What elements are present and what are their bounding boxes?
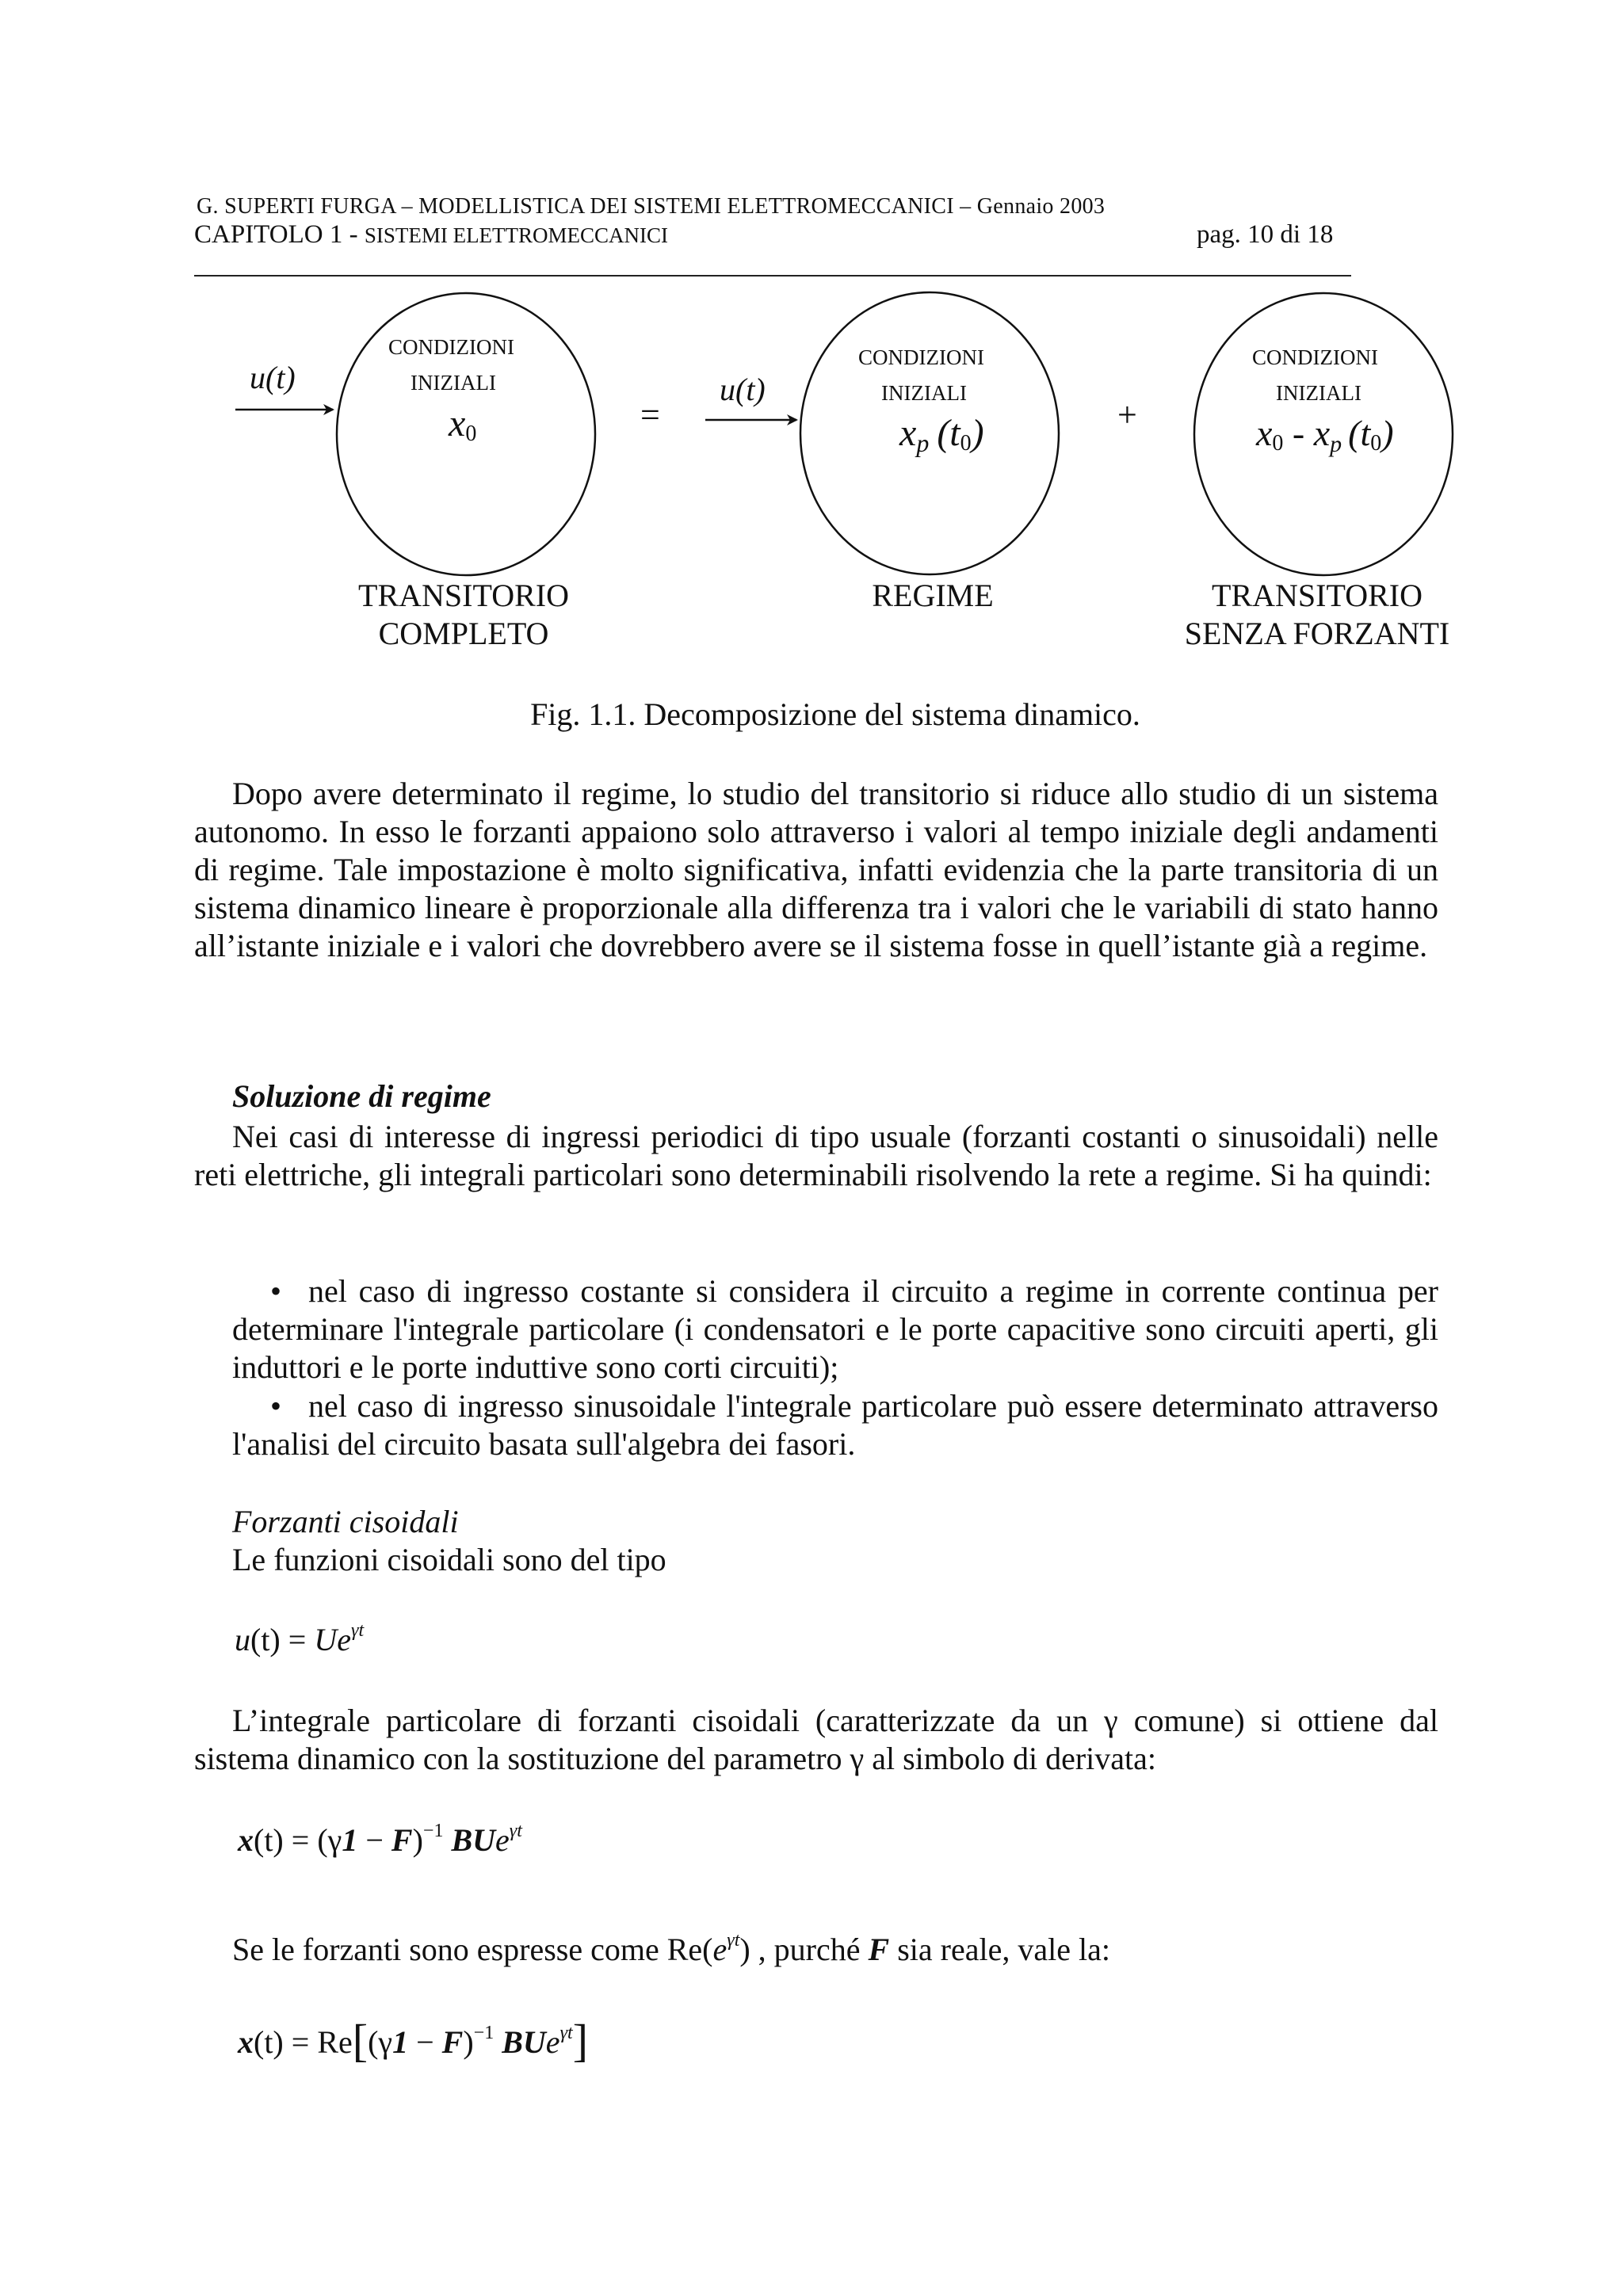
bullet-item-2-text: nel caso di ingresso sinusoidale l'integrale particolare può essere determinato attraverso l'analisi del circuito basata sull'algebra dei fasori.	[232, 1388, 1438, 1462]
circle-regime	[800, 292, 1059, 574]
circle3-cond-line1: CONDIZIONI	[1252, 345, 1378, 369]
circle3-state: x0 - xp (t0)	[1256, 413, 1394, 457]
circle1-cond-line1: CONDIZIONI	[388, 335, 514, 359]
label-transitorio-senza-forzanti-1: TRANSITORIO	[1212, 578, 1423, 613]
equation-real-part: $x(t) = Re[(\gamma 1 - F)^{-1}$ BUe$^{\gamma t}$]	[238, 2015, 589, 2066]
chapter-number: CAPITOLO 1 -	[194, 220, 365, 249]
paragraph-cisoidali	[194, 1702, 1438, 1778]
paragraph-regime-text: Nei casi di interesse di ingressi periodici di tipo usuale (forzanti costanti o sinusoidali) nelle reti elettriche, gli integrali particolari sono determinabili risolvendo la rete a regime. Si ha quindi:	[194, 1119, 1438, 1192]
bullet-dot-icon: •	[270, 1388, 282, 1424]
circle1-cond-line2: INIZIALI	[411, 371, 496, 395]
paragraph-decomposition	[194, 775, 1438, 965]
circle2-cond-line2: INIZIALI	[881, 381, 967, 405]
label-transitorio-senza-forzanti-2: SENZA FORZANTI	[1184, 616, 1450, 651]
paragraph-cisoidali-text: L’integrale particolare di forzanti cisoidali (caratterizzate da un γ comune) si ottiene dal sistema dinamico con la sostituzione del parametro γ al simbolo di derivata:	[194, 1703, 1438, 1776]
figure-caption: Fig. 1.1. Decomposizione del sistema dinamico.	[530, 696, 1140, 732]
circle1-state: x0	[449, 402, 477, 446]
page-number: pag. 10 di 18	[1197, 220, 1334, 249]
circle3-cond-line2: INIZIALI	[1276, 381, 1361, 405]
equation-cisoid: $u(t) = Ue^{\gamma t}$	[235, 1620, 365, 1657]
running-header: G. SUPERTI FURGA – MODELLISTICA DEI SISTEMI ELETTROMECCANICI – Gennaio 2003	[197, 194, 1106, 219]
label-regime: REGIME	[872, 578, 994, 613]
section-heading: Soluzione di regime	[232, 1078, 491, 1114]
equation-particular-integral: $x(t) = (\gamma 1 - F)^{-1}$ BUe$^{\gamma t}$	[238, 1821, 522, 1858]
label-transitorio-completo-1: TRANSITORIO	[358, 578, 569, 613]
label-transitorio-completo-2: COMPLETO	[378, 616, 549, 651]
line-real-part: Se le forzanti sono espresse come $Re(e^{\gamma t})$ , purché F sia reale, vale la:	[232, 1930, 1110, 1967]
decomposition-figure	[0, 0, 1623, 697]
chapter-title: SISTEMI ELETTROMECCANICI	[364, 223, 669, 247]
bullet-dot-icon: •	[270, 1273, 282, 1309]
paragraph-decomposition-text: Dopo avere determinato il regime, lo studio del transitorio si riduce allo studio di un sistema autonomo. In esso le forzanti appaiono solo attraverso i valori al tempo iniziale degli andamenti di regime. Tale impostazione è molto significativa, infatti evidenzia che la parte transitoria di un sistema dinamico lineare è proporzionale alla differenza tra i valori che le variabili di stato hanno all’istante iniziale e i valori che dovrebbero avere se il sistema fosse in quell’istante già a regime.	[194, 776, 1438, 963]
equals-sign: =	[640, 395, 660, 434]
bullet-item-2	[232, 1387, 1438, 1463]
paragraph-regime	[194, 1118, 1438, 1194]
bullet-item-1-text: nel caso di ingresso costante si considera il circuito a regime in corrente continua per determinare l'integrale particolare (i condensatori e le porte capacitive sono circuiti aperti, gli induttori e le porte induttive sono corti circuiti);	[232, 1273, 1438, 1385]
input-label-1: u(t)	[250, 360, 296, 395]
bullet-item-1	[232, 1272, 1438, 1386]
subheading-cisoidali: Forzanti cisoidali	[232, 1504, 459, 1539]
circle2-state: xp (t0)	[899, 412, 984, 457]
line-funzioni-cisoidali: Le funzioni cisoidali sono del tipo	[232, 1542, 666, 1577]
plus-sign: +	[1117, 395, 1137, 434]
input-label-2: u(t)	[720, 372, 766, 407]
circle2-cond-line1: CONDIZIONI	[858, 345, 984, 369]
